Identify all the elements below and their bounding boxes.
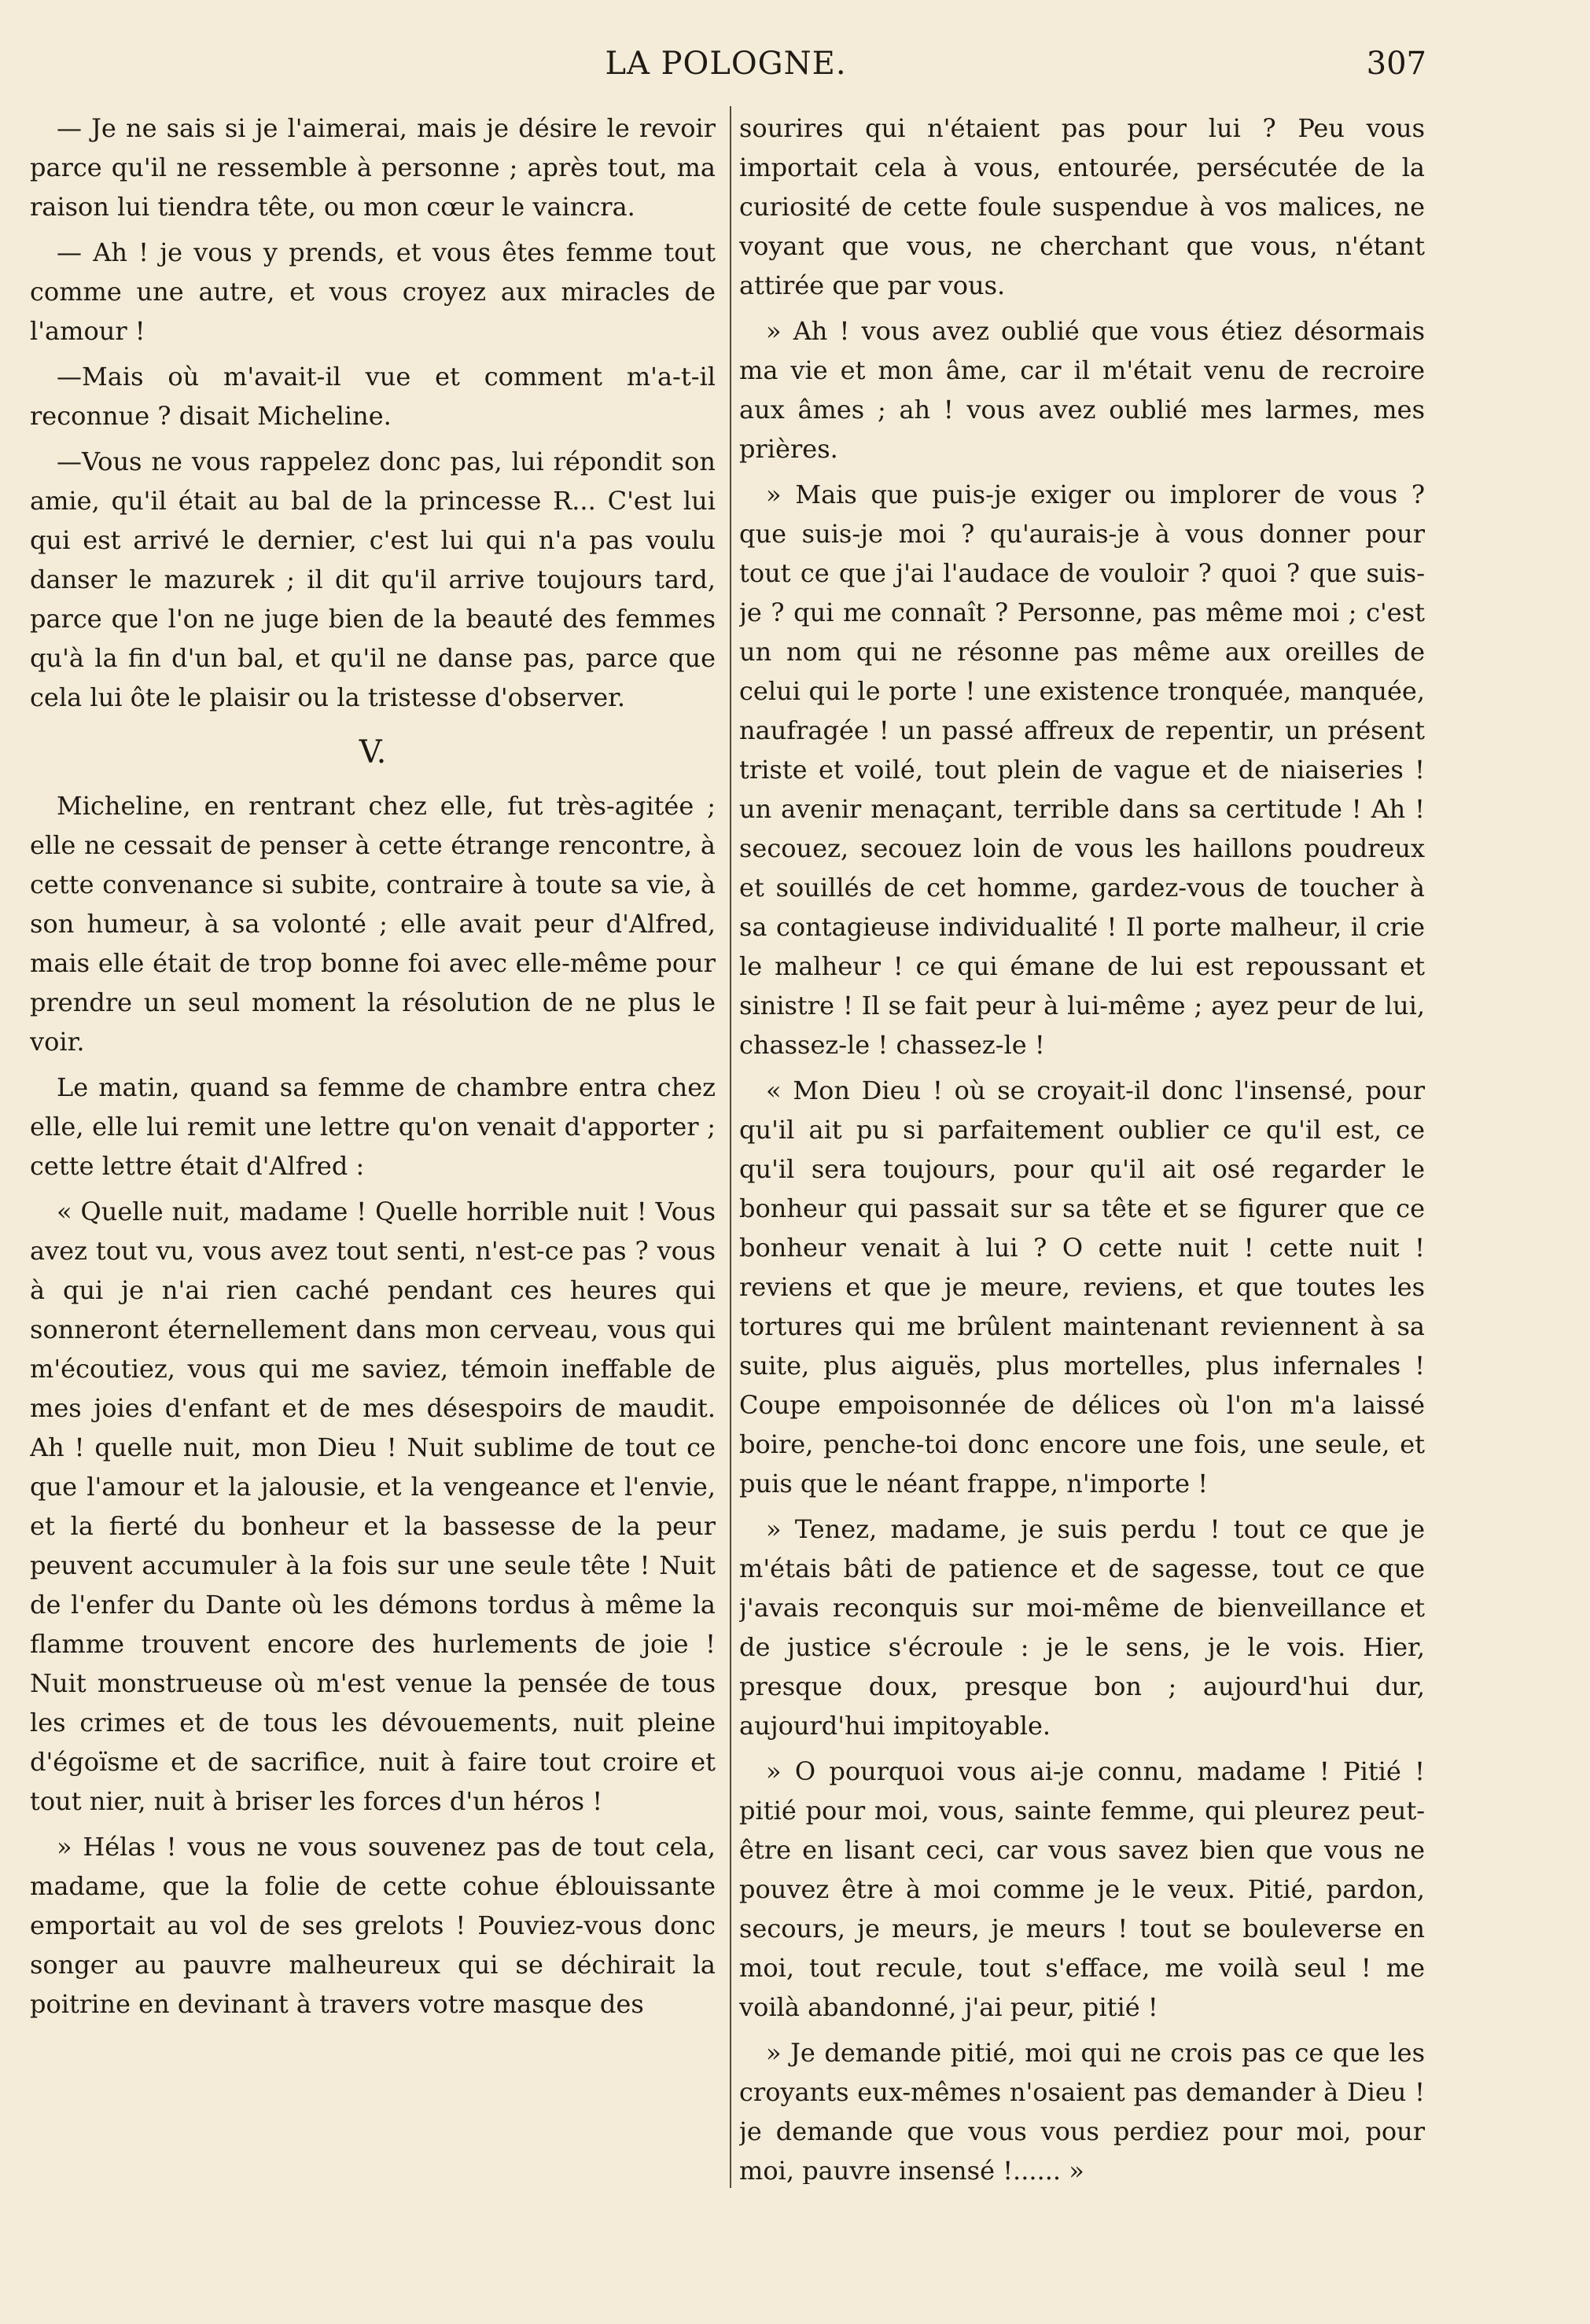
page-title: LA POLOGNE. xyxy=(605,46,847,82)
paragraph: » Tenez, madame, je suis perdu ! tout ce que je m'étais bâti de patience et de sagesse, tout ce que j'avais reconquis sur moi-même de bienveillance et de justice s'écroule : je le sens, je le vois. Hier, presque doux, presque bon ; aujourd'hui dur, aujourd'hui impitoyable. xyxy=(739,1514,1425,1741)
paragraph: — Je ne sais si je l'aimerai, mais je désire le revoir parce qu'il ne ressemble à personne ; après tout, ma raison lui tiendra tête, ou mon cœur le vaincra. xyxy=(30,113,716,222)
right-column xyxy=(739,108,1425,2184)
paragraph: » Je demande pitié, moi qui ne crois pas ce que les croyants eux-mêmes n'osaient pas demander à Dieu ! je demande que vous vous perdiez pour moi, pour moi, pauvre insensé !...... » xyxy=(739,2038,1425,2184)
paragraph: « Mon Dieu ! où se croyait-il donc l'insensé, pour qu'il ait pu si parfaitement oublier ce qu'il est, ce qu'il sera toujours, pour qu'il ait osé regarder le bonheur qui passait sur sa tête et se figurer que ce bonheur venait à lui ? O cette nuit ! cette nuit ! reviens et que je meure, reviens, et que toutes les tortures qui me brûlent maintenant reviennent à sa suite, plus aiguës, plus mortelles, plus infernales ! Coupe empoisonnée de délices où l'on m'a laissé boire, penche-toi donc encore une fois, une seule, et puis que le néant frappe, n'importe ! xyxy=(739,1076,1425,1498)
section-heading: V. xyxy=(359,734,387,770)
page-number: 307 xyxy=(1366,46,1426,82)
paragraph: Le matin, quand sa femme de chambre entra chez elle, elle lui remit une lettre qu'on venait d'apporter ; cette lettre était d'Alfred : xyxy=(30,1072,716,1181)
paragraph: « Quelle nuit, madame ! Quelle horrible nuit ! Vous avez tout vu, vous avez tout senti, n'est-ce pas ? vous à qui je n'ai rien caché pendant ces heures qui sonneront éternellement dans mon cerveau, vous qui m'écoutiez, vous qui me saviez, témoin ineffable de mes joies d'enfant et de mes désespoirs de maudit. Ah ! quelle nuit, mon Dieu ! Nuit sublime de tout ce que l'amour et la jalousie, et la vengeance et l'envie, et la fierté du bonheur et la bassesse de la peur peuvent accumuler à la fois sur une seule tête ! Nuit de l'enfer du Dante où les démons tordus à même la flamme trouvent encore des hurlements de joie ! Nuit monstrueuse où m'est venue la pensée de tous les crimes et de tous les dévouements, nuit pleine d'égoïsme et de sacrifice, nuit à faire tout croire et tout nier, nuit à briser les forces d'un héros ! xyxy=(30,1197,716,1816)
paragraph-continued: sourires qui n'étaient pas pour lui ? Peu vous importait cela à vous, entourée, persécutée de la curiosité de cette foule suspendue à vos malices, ne voyant que vous, ne cherchant que vous, n'étant attirée que par vous. xyxy=(739,113,1425,300)
running-head xyxy=(30,46,1426,96)
paragraph: —Vous ne vous rappelez donc pas, lui répondit son amie, qu'il était au bal de la princesse R... C'est lui qui est arrivé le dernier, c'est lui qui n'a pas voulu danser le mazurek ; il dit qu'il arrive toujours tard, parce que l'on ne juge bien de la beauté des femmes qu'à la fin d'un bal, et qu'il ne danse pas, parce que cela lui ôte le plaisir ou la tristesse d'observer. xyxy=(30,447,716,712)
paragraph: » O pourquoi vous ai-je connu, madame ! Pitié ! pitié pour moi, vous, sainte femme, qui pleurez peut-être en lisant ceci, car vous savez bien que vous ne pouvez être à moi comme je le veux. Pitié, pardon, secours, je meurs, je meurs ! tout se bouleverse en moi, tout recule, tout s'efface, me voilà seul ! me voilà abandonné, j'ai peur, pitié ! xyxy=(739,1756,1425,2022)
paragraph: » Mais que puis-je exiger ou implorer de vous ? que suis-je moi ? qu'aurais-je à vous donner pour tout ce que j'ai l'audace de vouloir ? quoi ? que suis-je ? qui me connaît ? Personne, pas même moi ; c'est un nom qui ne résonne pas même aux oreilles de celui qui le porte ! une existence tronquée, manquée, naufragée ! un passé affreux de repentir, un présent triste et voilé, tout plein de vague et de niaiseries ! un avenir menaçant, terrible dans sa certitude ! Ah ! secouez, secouez loin de vous les haillons poudreux et souillés de cet homme, gardez-vous de toucher à sa contagieuse individualité ! Il porte malheur, il crie le malheur ! ce qui émane de lui est repoussant et sinistre ! Il se fait peur à lui-même ; ayez peur de lui, chassez-le ! chassez-le ! xyxy=(739,480,1425,1060)
paragraph: Micheline, en rentrant chez elle, fut très-agitée ; elle ne cessait de penser à cette étrange rencontre, à cette convenance si subite, contraire à toute sa vie, à son humeur, à sa volonté ; elle avait peur d'Alfred, mais elle était de trop bonne foi avec elle-même pour prendre un seul moment la résolution de ne plus le voir. xyxy=(30,791,716,1057)
paragraph: » Hélas ! vous ne vous souvenez pas de tout cela, madame, que la folie de cette cohue éblouissante emportait au vol de ses grelots ! Pouviez-vous donc songer au pauvre malheureux qui se déchirait la poitrine en devinant à travers votre masque des xyxy=(30,1832,716,2019)
left-column xyxy=(30,108,716,2184)
column-divider xyxy=(730,106,731,2188)
paragraph: —Mais où m'avait-il vue et comment m'a-t-il reconnue ? disait Micheline. xyxy=(30,362,716,431)
paragraph: — Ah ! je vous y prends, et vous êtes femme tout comme une autre, et vous croyez aux miracles de l'amour ! xyxy=(30,237,716,346)
paragraph: » Ah ! vous avez oublié que vous étiez désormais ma vie et mon âme, car il m'était venu de recroire aux âmes ; ah ! vous avez oublié mes larmes, mes prières. xyxy=(739,316,1425,464)
